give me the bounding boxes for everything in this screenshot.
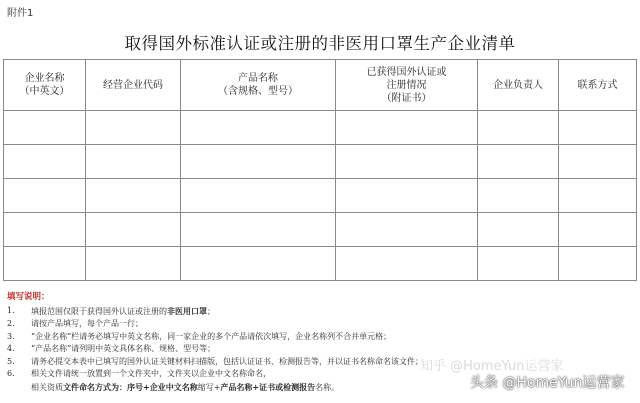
- manufacturer-table: [3, 59, 637, 281]
- table-cell[interactable]: [181, 247, 336, 281]
- table-cell[interactable]: [86, 111, 181, 145]
- instruction-text: 填报范围仅限于获得国外认证或注册的: [31, 306, 167, 316]
- table-cell[interactable]: [86, 145, 181, 179]
- table-cell[interactable]: [4, 179, 86, 213]
- table-cell[interactable]: [4, 247, 86, 281]
- table-cell[interactable]: [478, 111, 559, 145]
- attachment-label: 附件1: [7, 8, 34, 19]
- instruction-text: 请按产品填写，每个产品一行；: [31, 319, 143, 328]
- table-cell[interactable]: [336, 179, 478, 213]
- page-title: 取得国外标准认证或注册的非医用口罩生产企业清单: [124, 34, 516, 53]
- table-cell[interactable]: [181, 179, 336, 213]
- table-cell[interactable]: [478, 213, 559, 247]
- instruction-number: 2.: [7, 319, 15, 328]
- table-cell[interactable]: [4, 145, 86, 179]
- instruction-text: “企业名称”栏请务必填写中英文名称，同一家企业的多个产品请依次填写，企业名称列不合并单元格；: [31, 331, 392, 341]
- table-header-row: [4, 60, 637, 111]
- table-cell[interactable]: [86, 247, 181, 281]
- continuation-emphasis: 文件命名方式为：序号+企业中文名称: [63, 381, 198, 392]
- instruction-number: 6.: [7, 369, 15, 378]
- instruction-continuation: [7, 381, 437, 395]
- header-text: 注册情况: [386, 79, 427, 91]
- instruction-number: 4.: [7, 344, 15, 353]
- col-header-company-name: [4, 60, 86, 111]
- watermark: 头条 @HomeYun运营家: [470, 375, 625, 391]
- instruction-text: “产品名称”请列明中英文具体名称、规格、型号等；: [31, 344, 216, 353]
- table-row: [4, 247, 637, 281]
- table-cell[interactable]: [478, 179, 559, 213]
- instruction-item: [7, 305, 437, 319]
- table-cell[interactable]: [559, 111, 637, 145]
- continuation-text: 缩写+: [197, 382, 221, 392]
- table-cell[interactable]: [181, 145, 336, 179]
- col-header-product-name: [181, 60, 336, 111]
- instruction-number: 3.: [7, 331, 15, 341]
- header-text: 企业名称: [24, 73, 65, 84]
- col-header-contact: [559, 60, 637, 111]
- table-row: [4, 179, 637, 213]
- instructions: [7, 291, 437, 394]
- instruction-number: 5.: [7, 356, 15, 366]
- table-cell[interactable]: [336, 111, 478, 145]
- instruction-item: [7, 331, 437, 344]
- header-text: （中英文）: [19, 86, 70, 97]
- col-header-business-code: [86, 60, 181, 111]
- instruction-item: [7, 368, 437, 381]
- table-cell[interactable]: [86, 213, 181, 247]
- header-text: （含规格、型号）: [218, 86, 298, 97]
- table-cell[interactable]: [4, 111, 86, 145]
- instruction-number: 1.: [7, 305, 15, 315]
- col-header-responsible-person: [478, 60, 559, 111]
- table-cell[interactable]: [559, 247, 637, 281]
- header-text: 产品名称: [238, 73, 278, 84]
- header-text: 联系方式: [577, 79, 618, 91]
- table-cell[interactable]: [4, 213, 86, 247]
- header-text: 已获得国外认证或: [366, 66, 447, 78]
- table-cell[interactable]: [86, 179, 181, 213]
- instruction-text: 相关文件请统一放置到一个文件夹中，文件夹以企业中文名称命名，: [31, 369, 271, 378]
- col-header-certification: [336, 60, 478, 111]
- table-cell[interactable]: [181, 213, 336, 247]
- continuation-text: 相关资质: [31, 382, 63, 392]
- faint-watermark: 知乎 @HomeYun运营家: [420, 359, 564, 374]
- instruction-item: [7, 318, 437, 331]
- table-cell[interactable]: [559, 213, 637, 247]
- table-cell[interactable]: [478, 247, 559, 281]
- table-cell[interactable]: [478, 145, 559, 179]
- instruction-text: 请务必提交本表中已填写的国外认证关键材料扫描版，包括认证证书、检测报告等，并以证书名称命名该文件；: [31, 356, 423, 366]
- table-cell[interactable]: [336, 145, 478, 179]
- table-cell[interactable]: [336, 247, 478, 281]
- header-text: （附证书）: [381, 92, 432, 104]
- table-row: [4, 145, 637, 179]
- instructions-title: 填写说明：: [7, 292, 50, 302]
- table-cell[interactable]: [336, 213, 478, 247]
- instruction-text-tail: ；: [207, 306, 215, 316]
- table-row: [4, 213, 637, 247]
- table-cell[interactable]: [559, 179, 637, 213]
- instruction-item: [7, 343, 437, 356]
- header-text: 经营企业代码: [103, 79, 163, 91]
- table-cell[interactable]: [181, 111, 336, 145]
- instruction-emphasis: 非医用口罩: [167, 305, 207, 316]
- continuation-text: 名称。: [315, 382, 340, 392]
- table-row: [4, 111, 637, 145]
- table-cell[interactable]: [559, 145, 637, 179]
- header-text: 企业负责人: [493, 79, 543, 91]
- continuation-emphasis: 产品名称+证书或检测报告: [220, 381, 316, 392]
- instruction-item: [7, 356, 437, 369]
